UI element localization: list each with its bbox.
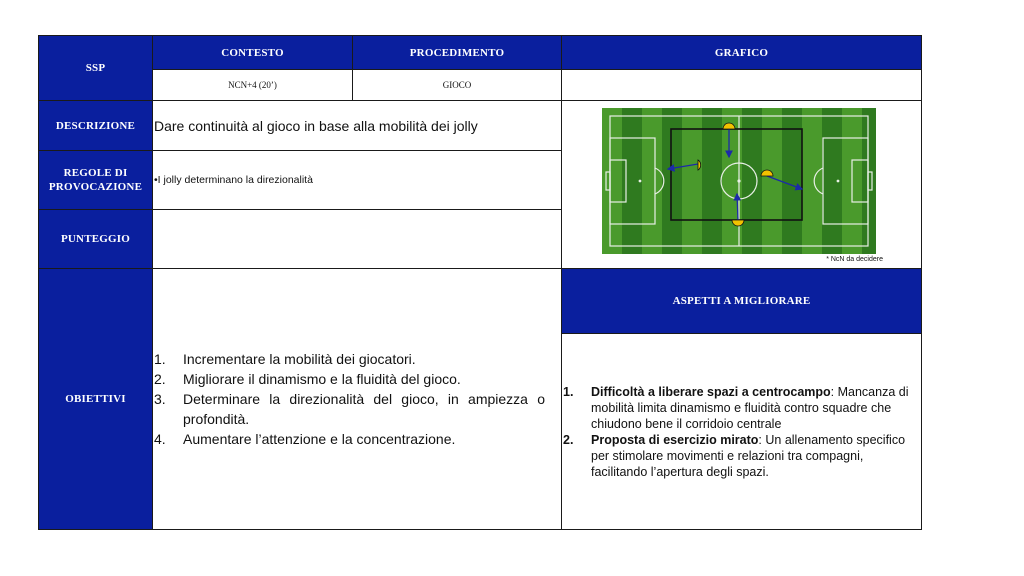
obiettivi-cell bbox=[152, 268, 562, 530]
descrizione-header bbox=[38, 100, 153, 151]
descrizione-cell bbox=[152, 100, 562, 151]
punteggio-label: PUNTEGGIO bbox=[60, 233, 131, 245]
list-item: 4. Aumentare l’attenzione e la concentrazione. bbox=[154, 431, 456, 447]
ssp-header bbox=[38, 35, 153, 101]
regole-header bbox=[38, 150, 153, 210]
procedimento-header bbox=[352, 35, 562, 70]
obiettivi-header bbox=[38, 268, 153, 530]
pitch-diagram bbox=[562, 101, 921, 268]
grafico-header bbox=[561, 35, 922, 70]
regole-label: REGOLE DI PROVOCAZIONE bbox=[48, 167, 143, 193]
diagram-note: * NcN da decidere bbox=[826, 256, 883, 263]
procedimento-value: GIOCO bbox=[442, 80, 472, 90]
grafico-value-cell bbox=[561, 69, 922, 101]
regole-cell bbox=[152, 150, 562, 210]
list-item: 2. Migliorare il dinamismo e la fluidità del gioco. bbox=[154, 371, 461, 387]
contesto-value: NCN+4 (20’) bbox=[228, 80, 277, 90]
aspetti-cell bbox=[561, 333, 922, 530]
aspetti-title: ASPETTI A MIGLIORARE bbox=[672, 295, 811, 307]
list-item: 1. Incrementare la mobilità dei giocatori. bbox=[154, 351, 416, 367]
aspetti-list bbox=[563, 384, 917, 480]
punteggio-header bbox=[38, 209, 153, 269]
aspetti-header bbox=[561, 268, 922, 334]
obiettivi-label: OBIETTIVI bbox=[65, 393, 126, 405]
procedimento-value-cell bbox=[352, 69, 562, 101]
ssp-label: SSP bbox=[85, 62, 106, 74]
grafico-label: GRAFICO bbox=[714, 46, 769, 59]
regole-text: •I jolly determinano la direzionalità bbox=[154, 174, 313, 186]
descrizione-label: DESCRIZIONE bbox=[55, 119, 136, 132]
contesto-header bbox=[152, 35, 353, 70]
descrizione-text: Dare continuità al gioco in base alla mobilità dei jolly bbox=[154, 117, 478, 134]
diagram-cell bbox=[561, 100, 922, 269]
contesto-value-cell bbox=[152, 69, 353, 101]
contesto-label: CONTESTO bbox=[221, 46, 284, 59]
punteggio-cell bbox=[152, 209, 562, 269]
list-item: 3. Determinare la direzionalità del gioco, in ampiezza o profondità. bbox=[154, 391, 545, 427]
procedimento-label: PROCEDIMENTO bbox=[409, 46, 505, 59]
obiettivi-list bbox=[154, 349, 545, 449]
list-item: 1. Difficoltà a liberare spazi a centrocampo: Mancanza di mobilità limita dinamismo e fluidità contro squadre che chiudono bene il corridoio centrale bbox=[563, 384, 909, 431]
list-item: 2. Proposta di esercizio mirato: Un allenamento specifico per stimolare movimenti e relazioni tra compagni, facilitando l’apertura degli spazi. bbox=[563, 432, 906, 479]
